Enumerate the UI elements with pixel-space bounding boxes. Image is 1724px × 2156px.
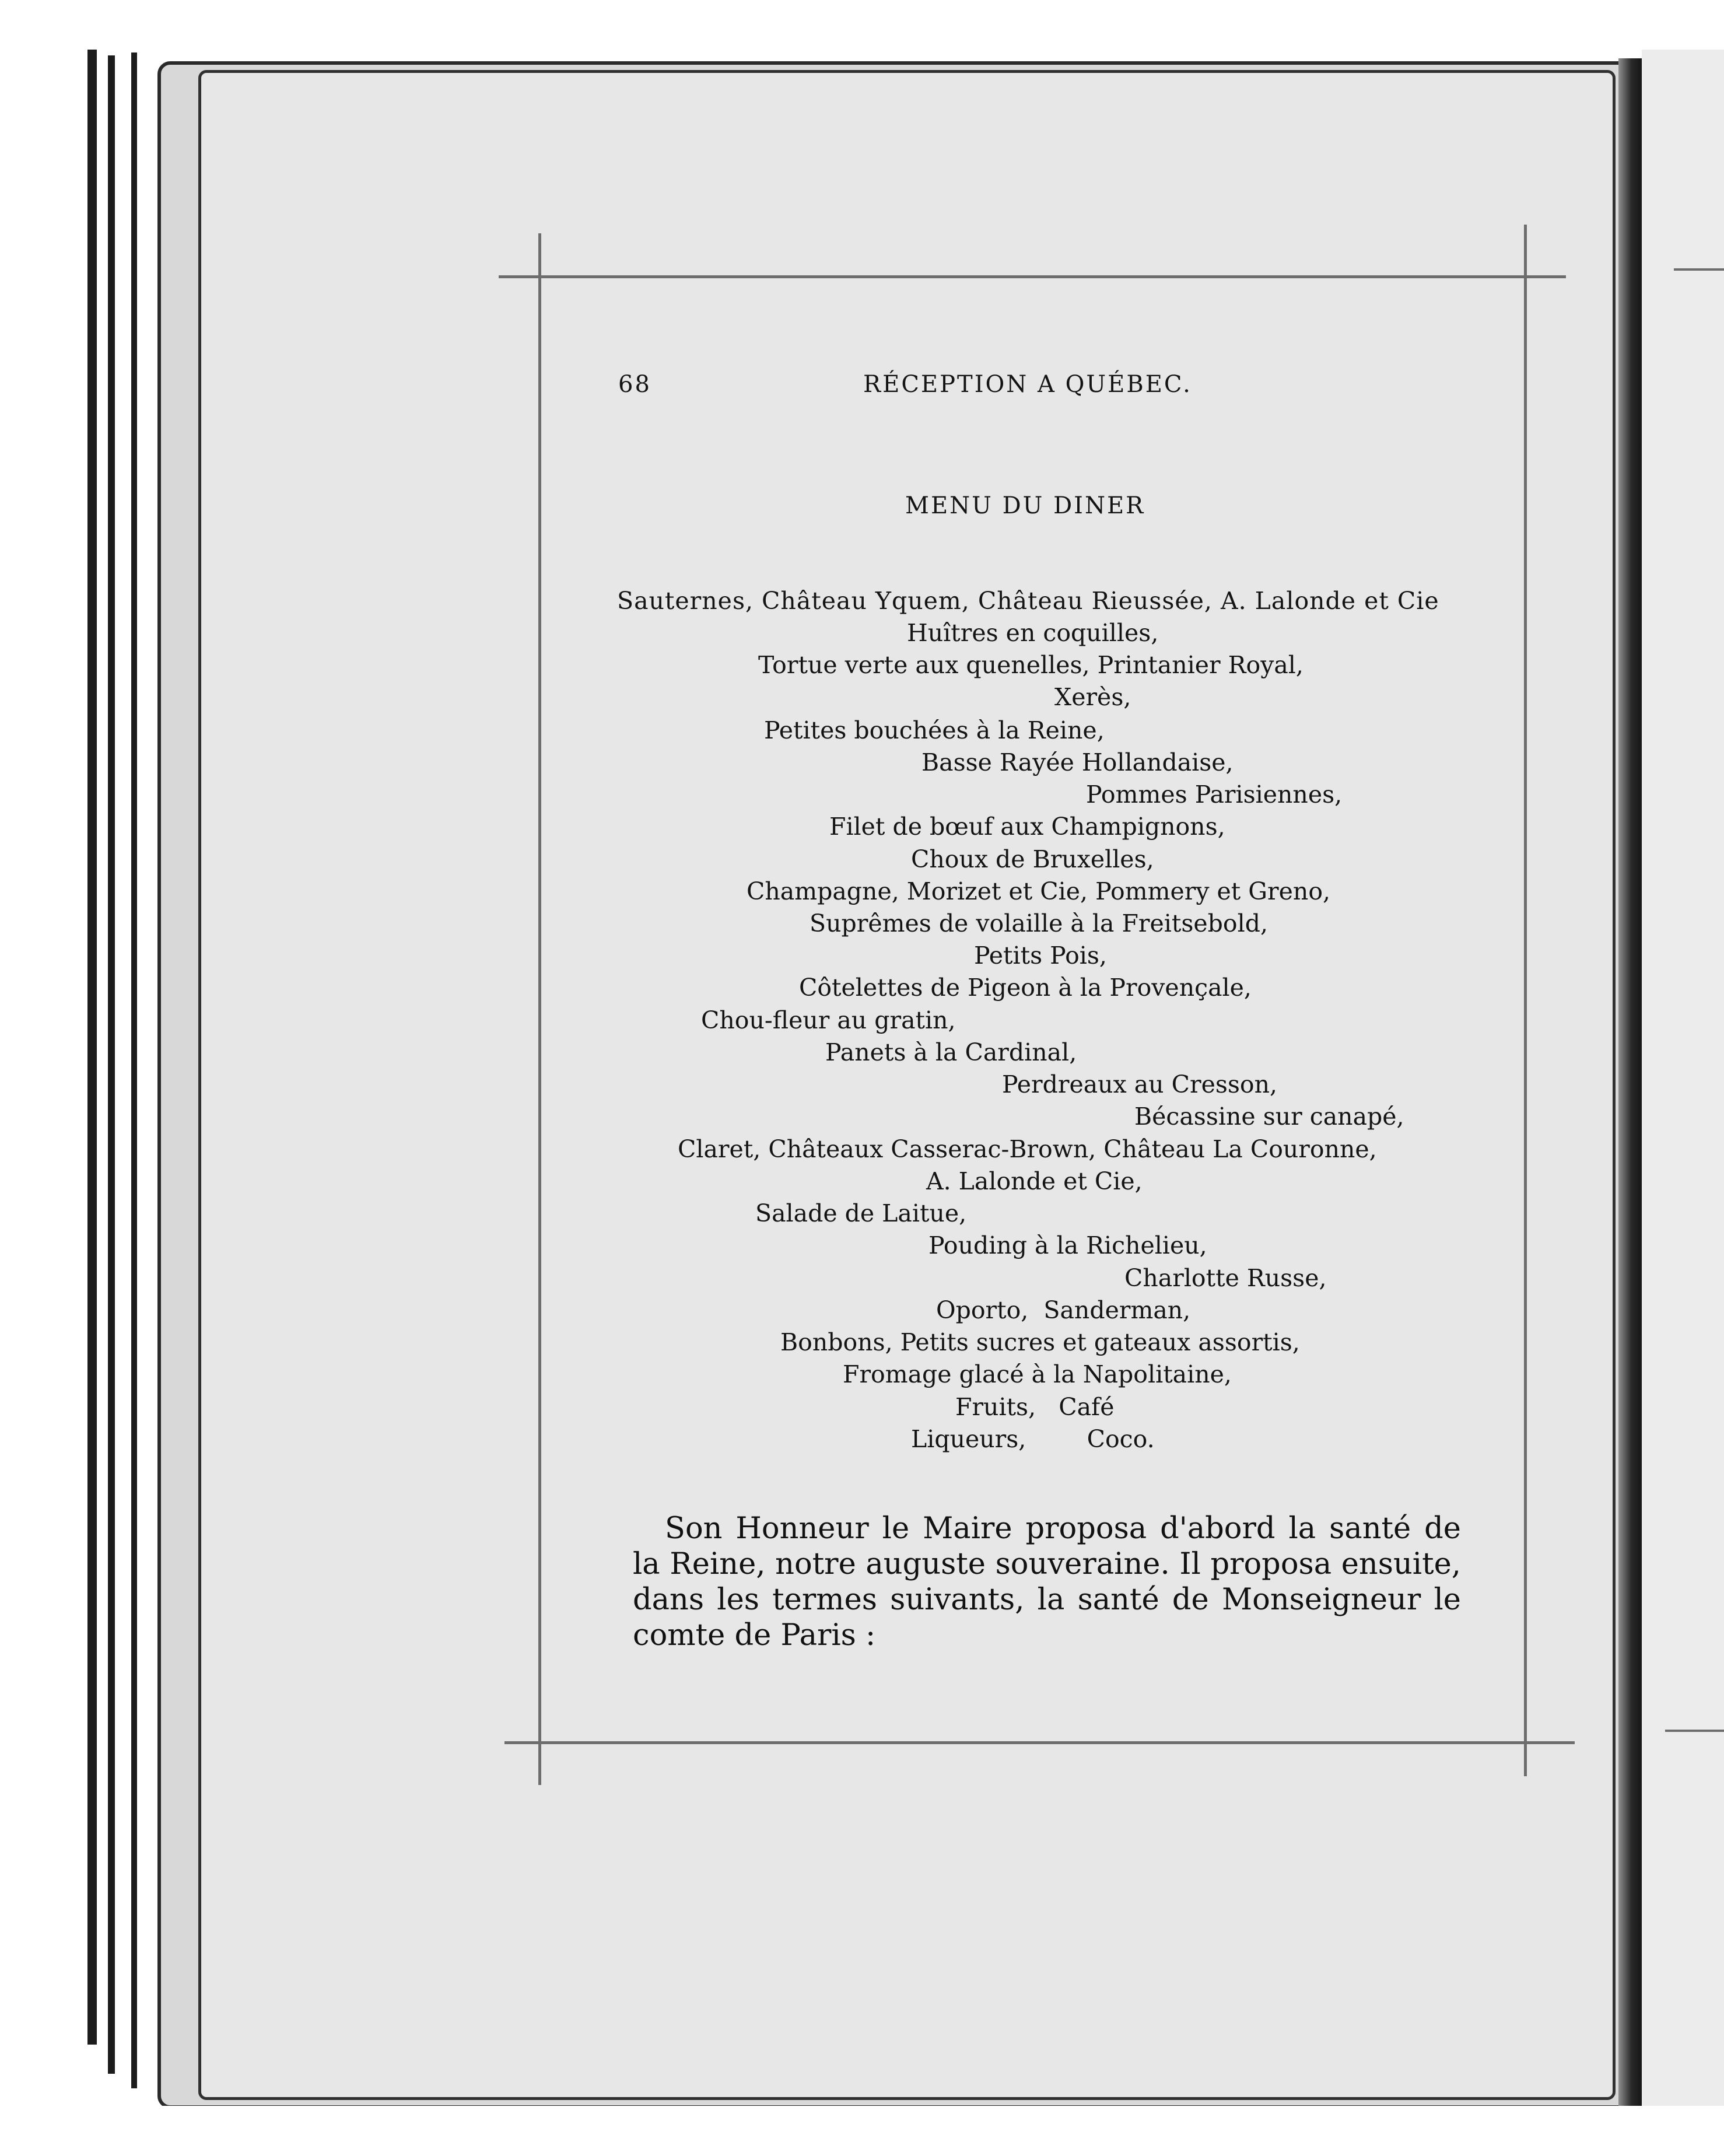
menu-line: Perdreaux au Cresson, <box>1002 1070 1278 1098</box>
menu-line: A. Lalonde et Cie, <box>926 1167 1143 1195</box>
menu-line: Fromage glacé à la Napolitaine, <box>843 1360 1232 1388</box>
frame-left-line <box>538 233 541 1785</box>
menu-line: Petites bouchées à la Reine, <box>764 716 1105 744</box>
menu-line: Xerès, <box>1054 683 1131 711</box>
menu-line: Oporto, Sanderman, <box>936 1296 1191 1324</box>
book-edge-left-1 <box>87 50 97 2045</box>
page-header <box>618 371 1216 406</box>
paragraph-text: Son Honneur le Maire proposa d'abord la santé de la Reine, notre auguste souveraine. Il proposa ensuite, dans les termes suivants, la santé de Monseigneur le comte de Paris : <box>633 1511 1461 1653</box>
frame-top-line <box>499 275 1566 278</box>
menu-line: Sauternes, Château Yquem, Château Rieussée, A. Lalonde et Cie <box>617 587 1439 615</box>
menu-line: Tortue verte aux quenelles, Printanier Royal, <box>758 651 1303 679</box>
page-number: 68 <box>618 371 651 398</box>
next-page-edge <box>1642 50 1724 2126</box>
frame-next-top-line <box>1674 268 1724 271</box>
menu-title: MENU DU DINER <box>905 492 1145 519</box>
menu-line: Salade de Laitue, <box>755 1199 967 1227</box>
menu-line: Huîtres en coquilles, <box>907 619 1159 647</box>
menu-line: Filet de bœuf aux Champignons, <box>829 813 1225 841</box>
book-edge-left-2 <box>108 55 115 2074</box>
menu-line: Panets à la Cardinal, <box>825 1038 1077 1066</box>
menu-line: Claret, Châteaux Casserac-Brown, Château La Couronne, <box>678 1135 1377 1163</box>
running-head: RÉCEPTION A QUÉBEC. <box>863 371 1192 398</box>
menu-line: Chou-fleur au gratin, <box>701 1006 956 1034</box>
menu-line: Bonbons, Petits sucres et gateaux assortis, <box>780 1328 1300 1356</box>
menu-line: Bécassine sur canapé, <box>1134 1102 1404 1130</box>
frame-right-line <box>1524 225 1527 1776</box>
menu-line: Champagne, Morizet et Cie, Pommery et Greno, <box>747 877 1331 905</box>
menu-line: Charlotte Russe, <box>1124 1264 1327 1292</box>
body-paragraph <box>633 1511 1461 1653</box>
menu-line: Liqueurs, Coco. <box>911 1425 1155 1453</box>
menu-line: Pouding à la Richelieu, <box>928 1231 1207 1259</box>
frame-next-bottom-line <box>1665 1730 1724 1732</box>
frame-bottom-line <box>504 1741 1575 1744</box>
menu-line: Côtelettes de Pigeon à la Provençale, <box>799 974 1252 1002</box>
menu-line: Pommes Parisiennes, <box>1086 780 1343 808</box>
book-edge-left-3 <box>131 52 137 2088</box>
menu-line: Basse Rayée Hollandaise, <box>921 748 1234 776</box>
menu-line: Petits Pois, <box>974 942 1107 970</box>
menu-line: Suprêmes de volaille à la Freitsebold, <box>810 909 1268 937</box>
scan-margin-bottom <box>0 2106 1724 2156</box>
menu-line: Choux de Bruxelles, <box>911 845 1154 873</box>
menu-line: Fruits, Café <box>955 1393 1115 1421</box>
book-spine <box>1618 58 1642 2123</box>
